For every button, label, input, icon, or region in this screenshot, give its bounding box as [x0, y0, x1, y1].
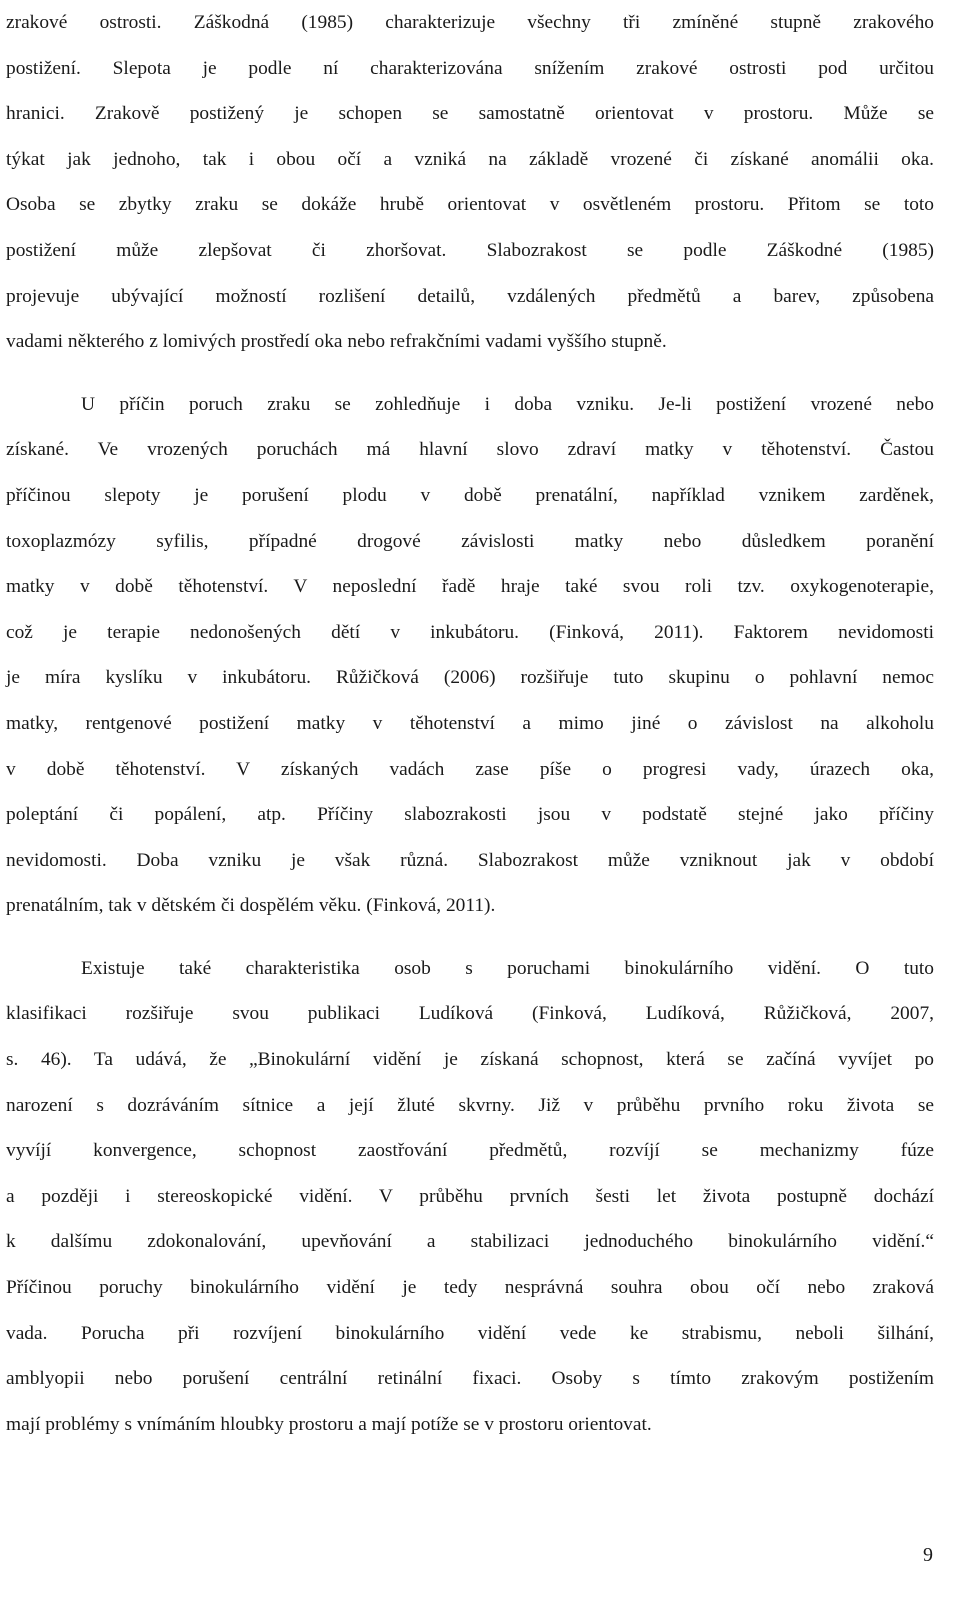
text-line: toxoplazmózy syfilis, případné drogové závislosti matky nebo důsledkem poranění: [6, 530, 934, 552]
text-line: v době těhotenství. V získaných vadách zase píše o progresi vady, úrazech oka,: [6, 758, 934, 780]
text-line: je míra kyslíku v inkubátoru. Růžičková (2006) rozšiřuje tuto skupinu o pohlavní nemoc: [6, 667, 934, 689]
text-line: postižení. Slepota je podle ní charakterizována snížením zrakové ostrosti pod určitou: [6, 57, 934, 79]
text-line: matky v době těhotenství. V neposlední řadě hraje také svou roli tzv. oxykogenoterapie,: [6, 576, 934, 598]
text-line: amblyopii nebo porušení centrální retinální fixaci. Osoby s tímto zrakovým postižením: [6, 1368, 934, 1390]
text-line: příčinou slepoty je porušení plodu v době prenatální, například vznikem zarděnek,: [6, 484, 934, 506]
text-line: Osoba se zbytky zraku se dokáže hrubě orientovat v osvětleném prostoru. Přitom se toto: [6, 194, 934, 216]
document-page: [6, 0, 934, 1447]
text-line: hranici. Zrakově postižený je schopen se samostatně orientovat v prostoru. Může se: [6, 103, 934, 125]
text-line: klasifikaci rozšiřuje svou publikaci Ludíková (Finková, Ludíková, Růžičková, 2007,: [6, 1003, 934, 1025]
text-line: získané. Ve vrozených poruchách má hlavní slovo zdraví matky v těhotenství. Častou: [6, 439, 934, 461]
page-number: 9: [923, 1544, 933, 1566]
text-line: matky, rentgenové postižení matky v těhotenství a mimo jiné o závislost na alkoholu: [6, 712, 934, 734]
text-line: projevuje ubývající možností rozlišení detailů, vzdálených předmětů a barev, způsobena: [6, 285, 934, 307]
text-line: s. 46). Ta udává, že „Binokulární vidění je získaná schopnost, která se začíná vyvíjet po: [6, 1049, 934, 1071]
paragraph-2: [6, 382, 934, 929]
paragraph-3: [6, 946, 934, 1448]
text-line: poleptání či popálení, atp. Příčiny slabozrakosti jsou v podstatě stejné jako příčiny: [6, 804, 934, 826]
paragraph-spacer: [6, 929, 934, 946]
text-line: Existuje také charakteristika osob s poruchami binokulárního vidění. O tuto: [81, 957, 934, 979]
text-line: týkat jak jednoho, tak i obou očí a vzniká na základě vrozené či získané anomálii oka.: [6, 148, 934, 170]
text-line: zrakové ostrosti. Záškodná (1985) charakterizuje všechny tři zmíněné stupně zrakového: [6, 12, 934, 33]
text-line: vyvíjí konvergence, schopnost zaostřování předmětů, rozvíjí se mechanizmy fúze: [6, 1140, 934, 1162]
text-line: k dalšímu zdokonalování, upevňování a stabilizaci jednoduchého binokulárního vidění.“: [6, 1231, 934, 1253]
text-line: nevidomosti. Doba vzniku je však různá. Slabozrakost může vzniknout jak v období: [6, 849, 934, 871]
text-line: prenatálním, tak v dětském či dospělém věku. (Finková, 2011).: [6, 895, 496, 917]
paragraph-1: [6, 0, 934, 365]
text-line: narození s dozráváním sítnice a její žluté skvrny. Již v průběhu prvního roku života se: [6, 1094, 934, 1116]
text-line: postižení může zlepšovat či zhoršovat. Slabozrakost se podle Záškodné (1985): [6, 239, 934, 261]
text-line: vada. Porucha při rozvíjení binokulárního vidění vede ke strabismu, neboli šilhání,: [6, 1322, 934, 1344]
text-line: Příčinou poruchy binokulárního vidění je tedy nesprávná souhra obou očí nebo zraková: [6, 1277, 934, 1299]
paragraph-spacer: [6, 365, 934, 382]
text-line: což je terapie nedonošených dětí v inkubátoru. (Finková, 2011). Faktorem nevidomosti: [6, 621, 934, 643]
text-line: U příčin poruch zraku se zohledňuje i doba vzniku. Je-li postižení vrozené nebo: [81, 393, 934, 415]
text-line: a později i stereoskopické vidění. V průběhu prvních šesti let života postupně dochází: [6, 1185, 934, 1207]
text-line: mají problémy s vnímáním hloubky prostoru a mají potíže se v prostoru orientovat.: [6, 1413, 652, 1435]
text-line: vadami některého z lomivých prostředí oka nebo refrakčními vadami vyššího stupně.: [6, 331, 667, 353]
